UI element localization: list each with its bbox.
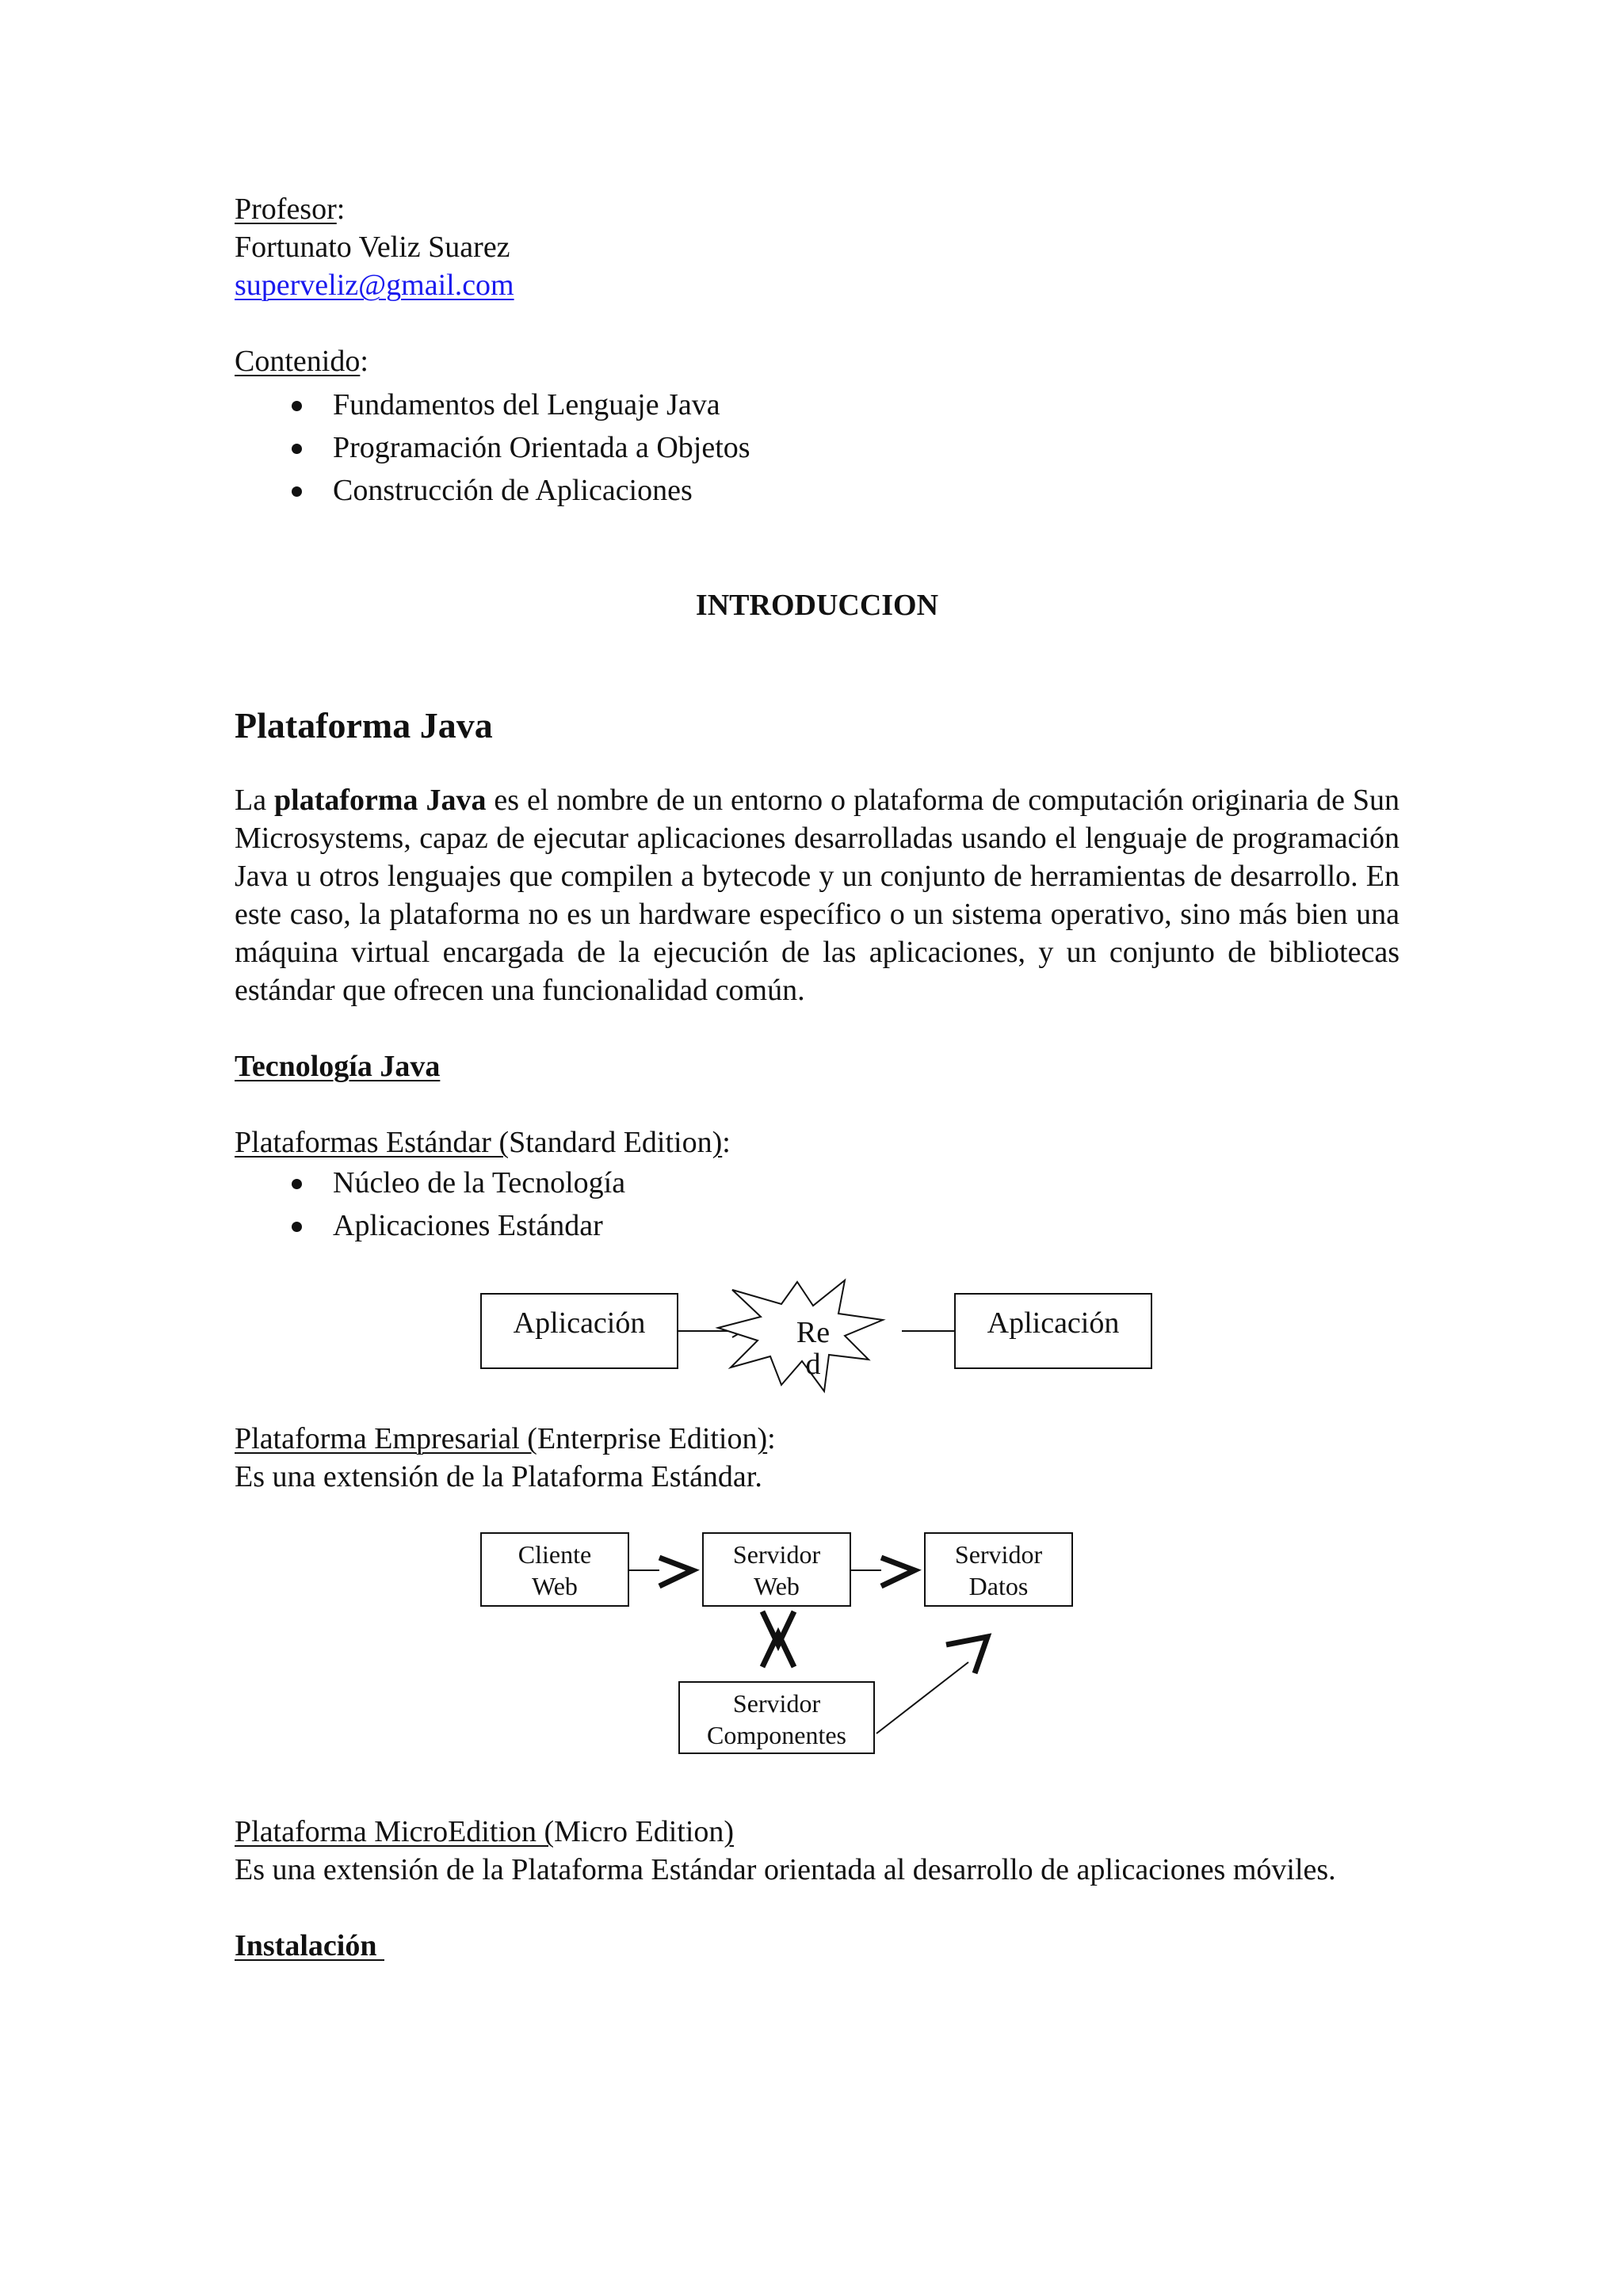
servidor-datos-box bbox=[924, 1532, 1073, 1607]
contenido-line bbox=[235, 342, 1400, 380]
enterprise-colon: : bbox=[767, 1422, 776, 1455]
servidor-web-label-2: Web bbox=[754, 1572, 800, 1600]
standard-list bbox=[235, 1161, 1400, 1247]
cliente-web-label-2: Web bbox=[532, 1572, 578, 1600]
arrow-up-right-icon bbox=[946, 1637, 987, 1673]
micro-label-mid: Micro Edition bbox=[554, 1815, 724, 1848]
red-label-1: Re bbox=[796, 1316, 831, 1349]
aplicacion-box-left bbox=[480, 1293, 678, 1369]
plataforma-paragraph bbox=[235, 781, 1400, 1009]
document-page bbox=[235, 190, 1400, 1965]
servidor-componentes-box bbox=[678, 1681, 875, 1754]
contenido-item: Construcción de Aplicaciones bbox=[235, 469, 1400, 512]
enterprise-label-mid: Enterprise Edition bbox=[537, 1422, 758, 1455]
standard-label bbox=[235, 1123, 1400, 1161]
profesor-colon: : bbox=[336, 193, 346, 226]
standard-colon: : bbox=[722, 1126, 731, 1159]
micro-label bbox=[235, 1813, 1400, 1851]
arrow-right-icon bbox=[881, 1558, 915, 1586]
aplicacion-left-label: Aplicación bbox=[513, 1306, 646, 1340]
micro-label-end: ) bbox=[724, 1815, 735, 1848]
para-rest: es el nombre de un entorno o plataforma de computación originaria de Sun Microsystems, capaz de ejecutar aplicaciones desarrolladas usando el lenguaje de programación Java u otros lenguajes que compilen a bytecode y un conjunto de herramientas de desarrollo. En este caso, la plataforma no es un hardware específico o un sistema operativo, sino más bien una máquina virtual encargada de la ejecución de las aplicaciones, y un conjunto de bibliotecas estándar que ofrecen una funcionalidad común. bbox=[235, 784, 1400, 1007]
standard-diagram bbox=[235, 1257, 1400, 1415]
standard-label-end: ) bbox=[712, 1126, 723, 1159]
servidor-datos-label-2: Datos bbox=[968, 1572, 1029, 1600]
profesor-line bbox=[235, 190, 1400, 228]
red-label-2: d bbox=[805, 1348, 821, 1381]
standard-item: Núcleo de la Tecnología bbox=[235, 1161, 1400, 1204]
micro-label-u: Plataforma MicroEdition ( bbox=[235, 1815, 555, 1848]
servidor-web-label-1: Servidor bbox=[732, 1540, 821, 1569]
email-link[interactable]: superveliz@gmail.com bbox=[235, 269, 514, 302]
arrow-right-icon bbox=[659, 1558, 693, 1586]
intro-title: INTRODUCCION bbox=[695, 589, 939, 622]
plataforma-heading: Plataforma Java bbox=[235, 705, 493, 746]
contenido-list bbox=[235, 383, 1400, 512]
enterprise-label bbox=[235, 1420, 1400, 1458]
cliente-web-label-1: Cliente bbox=[517, 1540, 592, 1569]
enterprise-description: Es una extensión de la Plataforma Estándar. bbox=[235, 1460, 762, 1493]
contenido-colon: : bbox=[360, 345, 369, 378]
enterprise-diagram bbox=[235, 1526, 1400, 1813]
aplicacion-box-right bbox=[954, 1293, 1152, 1369]
contenido-label: Contenido bbox=[235, 345, 361, 378]
instalacion-heading: Instalación bbox=[235, 1929, 384, 1962]
enterprise-label-end: ) bbox=[757, 1422, 768, 1455]
standard-item: Aplicaciones Estándar bbox=[235, 1204, 1400, 1247]
contenido-item: Programación Orientada a Objetos bbox=[235, 426, 1400, 469]
servidor-componentes-label-1: Servidor bbox=[732, 1689, 821, 1718]
enterprise-label-u: Plataforma Empresarial ( bbox=[235, 1422, 537, 1455]
standard-label-u: Plataformas Estándar ( bbox=[235, 1126, 510, 1159]
servidor-datos-label-1: Servidor bbox=[954, 1540, 1043, 1569]
profesor-name: Fortunato Veliz Suarez bbox=[235, 231, 510, 264]
cliente-web-box bbox=[480, 1532, 629, 1607]
para-bold: plataforma Java bbox=[274, 784, 487, 817]
contenido-item: Fundamentos del Lenguaje Java bbox=[235, 383, 1400, 426]
aplicacion-right-label: Aplicación bbox=[987, 1306, 1120, 1340]
servidor-componentes-label-2: Componentes bbox=[707, 1721, 846, 1749]
servidor-web-box bbox=[702, 1532, 851, 1607]
standard-label-mid: Standard Edition bbox=[509, 1126, 712, 1159]
tecnologia-heading: Tecnología Java bbox=[235, 1050, 441, 1083]
para-start: La bbox=[235, 784, 275, 817]
micro-description: Es una extensión de la Plataforma Estándar orientada al desarrollo de aplicaciones móviles. bbox=[235, 1853, 1336, 1886]
red-label bbox=[781, 1317, 845, 1380]
profesor-label: Profesor bbox=[235, 193, 337, 226]
